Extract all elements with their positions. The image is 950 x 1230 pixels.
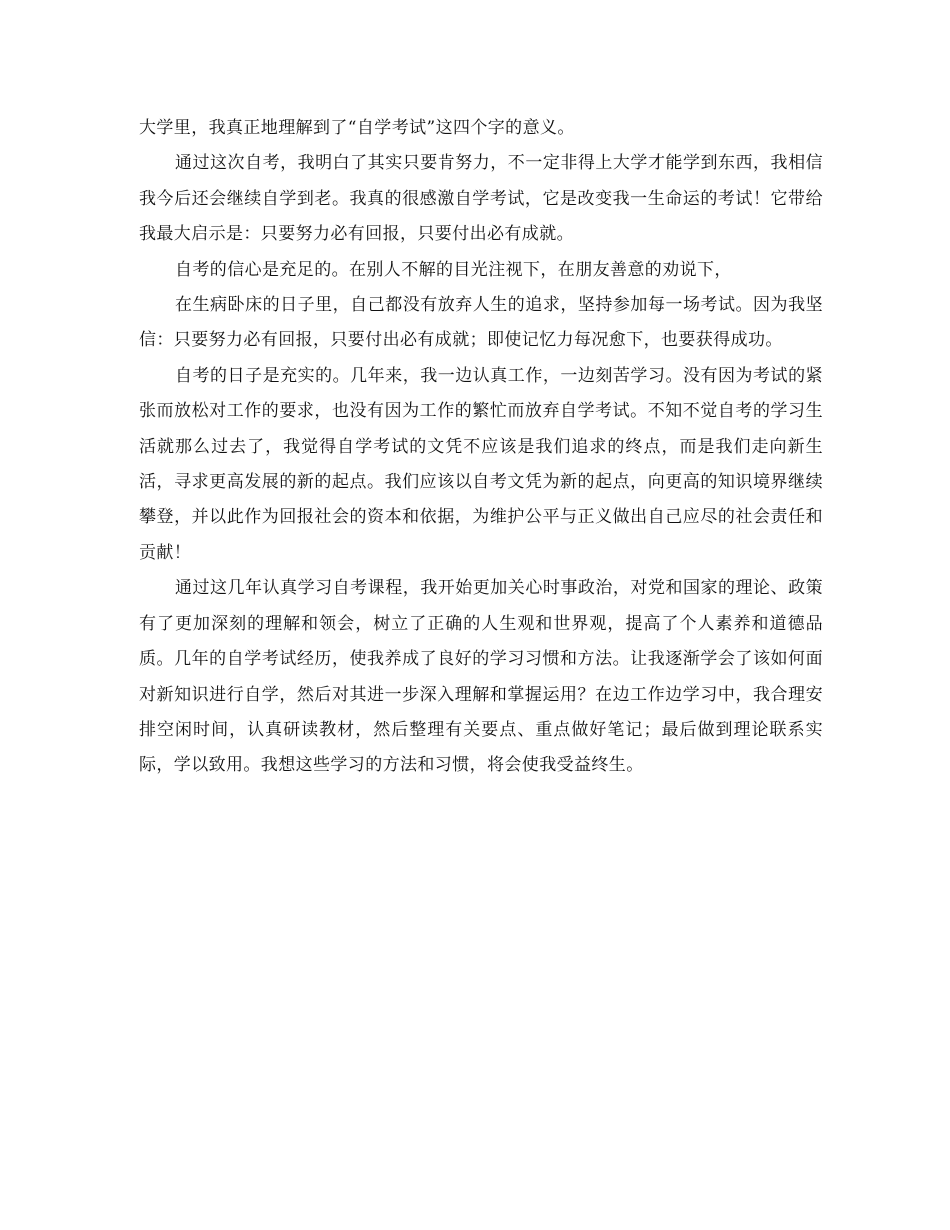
paragraph-fulfilling-days: 自考的日子是充实的。几年来，我一边认真工作，一边刻苦学习。没有因为考试的紧张而放松对工作的要求，也没有因为工作的繁忙而放弃自学考试。不知不觉自考的学习生活就那么过去了，我觉得自学考试的文凭不应该是我们追求的终点，而是我们走向新生活，寻求更高发展的新的起点。我们应该以自考文凭为新的起点，向更高的知识境界继续攀登，并以此作为回报社会的资本和依据，为维护公平与正义做出自己应尽的社会责任和贡献！: [139, 365, 823, 563]
paragraph-learning-gains: 通过这几年认真学习自考课程，我开始更加关心时事政治，对党和国家的理论、政策有了更加深刻的理解和领会，树立了正确的人生观和世界观，提高了个人素养和道德品质。几年的自学考试经历，使我养成了良好的学习习惯和方法。让我逐渐学会了该如何面对新知识进行自学，然后对其进一步深入理解和掌握运用？在边工作边学习中，我合理安排空闲时间，认真研读教材，然后整理有关要点、重点做好笔记；最后做到理论联系实际，学以致用。我想这些学习的方法和习惯，将会使我受益终生。: [139, 578, 823, 776]
paragraph-confidence: 自考的信心是充足的。在别人不解的目光注视下，在朋友善意的劝说下，: [175, 259, 732, 280]
paragraph-self-study-insight: 通过这次自考，我明白了其实只要肯努力，不一定非得上大学才能学到东西，我相信我今后还会继续自学到老。我真的很感激自学考试，它是改变我一生命运的考试！它带给我最大启示是：只要努力必有回报，只要付出必有成就。: [139, 153, 823, 245]
paragraph-continuation: 大学里，我真正地理解到了“自学考试”这四个字的意义。: [139, 118, 575, 138]
paragraph-perseverance: 在生病卧床的日子里，自己都没有放弃人生的追求，坚持参加每一场考试。因为我坚信：只要努力必有回报，只要付出必有成就；即使记忆力每况愈下，也要获得成功。: [139, 295, 823, 351]
document-body: [139, 111, 823, 784]
